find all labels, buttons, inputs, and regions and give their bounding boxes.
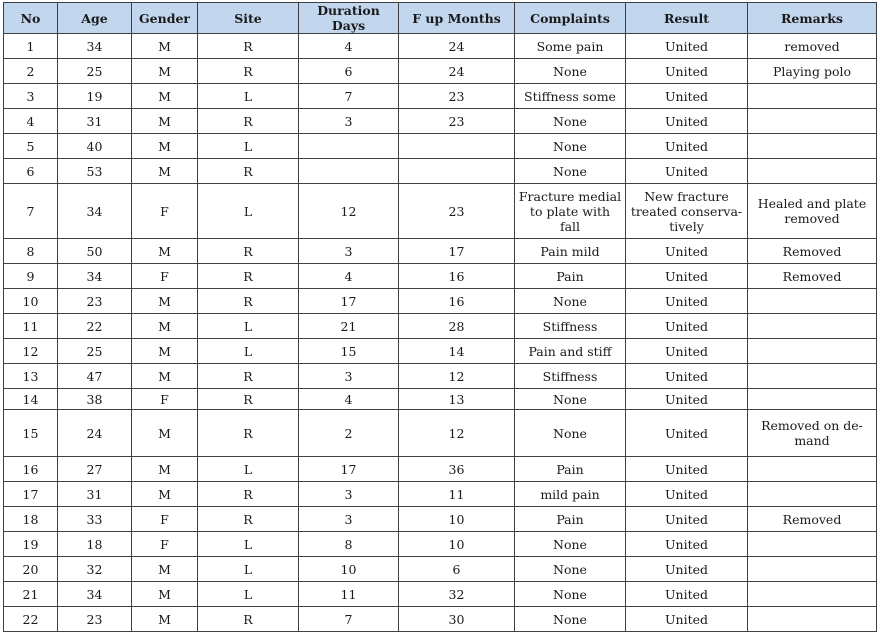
cell-age: 23: [58, 289, 132, 314]
cell-no: 18: [4, 507, 58, 532]
cell-duration-days: 11: [299, 582, 399, 607]
cell-f-up-months: 13: [399, 389, 515, 410]
cell-no: 10: [4, 289, 58, 314]
cell-gender: M: [132, 482, 198, 507]
cell-duration-days: 12: [299, 184, 399, 239]
cell-result: United: [626, 339, 748, 364]
cell-result: United: [626, 457, 748, 482]
cell-remarks: removed: [748, 34, 877, 59]
table-container: [3, 2, 877, 632]
cell-no: 1: [4, 34, 58, 59]
header-gender: Gender: [132, 3, 198, 34]
cell-no: 11: [4, 314, 58, 339]
cell-result: United: [626, 582, 748, 607]
cell-remarks: [748, 389, 877, 410]
cell-remarks: [748, 134, 877, 159]
cell-no: 5: [4, 134, 58, 159]
cell-age: 31: [58, 109, 132, 134]
table-row: [4, 557, 877, 582]
cell-complaints: None: [515, 607, 626, 632]
cell-no: 9: [4, 264, 58, 289]
cell-result: United: [626, 84, 748, 109]
cell-duration-days: 21: [299, 314, 399, 339]
cell-f-up-months: [399, 134, 515, 159]
cell-gender: M: [132, 557, 198, 582]
cell-site: R: [198, 34, 299, 59]
cell-result: United: [626, 410, 748, 457]
cell-duration-days: [299, 134, 399, 159]
cell-age: 34: [58, 184, 132, 239]
cell-age: 23: [58, 607, 132, 632]
table-row: [4, 507, 877, 532]
cell-remarks: Removed: [748, 239, 877, 264]
cell-complaints: Pain: [515, 264, 626, 289]
cell-gender: M: [132, 582, 198, 607]
cell-age: 25: [58, 339, 132, 364]
table-row: [4, 239, 877, 264]
header-row: [4, 3, 877, 34]
cell-f-up-months: 23: [399, 84, 515, 109]
cell-no: 21: [4, 582, 58, 607]
cell-f-up-months: 12: [399, 410, 515, 457]
cell-f-up-months: 28: [399, 314, 515, 339]
cell-result: United: [626, 364, 748, 389]
cell-remarks: [748, 289, 877, 314]
cell-site: R: [198, 364, 299, 389]
cell-site: R: [198, 607, 299, 632]
cell-age: 53: [58, 159, 132, 184]
cell-result: United: [626, 607, 748, 632]
cell-f-up-months: 23: [399, 109, 515, 134]
cell-result: United: [626, 264, 748, 289]
cell-f-up-months: [399, 159, 515, 184]
cell-gender: M: [132, 34, 198, 59]
cell-duration-days: 4: [299, 34, 399, 59]
table-row: [4, 184, 877, 239]
cell-no: 3: [4, 84, 58, 109]
cell-site: L: [198, 134, 299, 159]
cell-f-up-months: 30: [399, 607, 515, 632]
header-duration-days: Duration Days: [299, 3, 399, 34]
cell-gender: M: [132, 134, 198, 159]
cell-complaints: None: [515, 532, 626, 557]
cell-remarks: [748, 557, 877, 582]
cell-complaints: Some pain: [515, 34, 626, 59]
table-row: [4, 289, 877, 314]
table-row: [4, 410, 877, 457]
cell-gender: M: [132, 239, 198, 264]
header-no: No: [4, 3, 58, 34]
cell-remarks: [748, 109, 877, 134]
header-result: Result: [626, 3, 748, 34]
cell-site: R: [198, 109, 299, 134]
cell-age: 50: [58, 239, 132, 264]
cell-site: R: [198, 59, 299, 84]
cell-complaints: None: [515, 134, 626, 159]
cell-duration-days: 4: [299, 389, 399, 410]
cell-site: L: [198, 314, 299, 339]
cell-gender: M: [132, 364, 198, 389]
cell-complaints: None: [515, 557, 626, 582]
cell-gender: M: [132, 289, 198, 314]
cell-gender: M: [132, 607, 198, 632]
cell-age: 22: [58, 314, 132, 339]
cell-result: United: [626, 34, 748, 59]
cell-no: 12: [4, 339, 58, 364]
cell-result: United: [626, 109, 748, 134]
cell-duration-days: 3: [299, 482, 399, 507]
cell-duration-days: [299, 159, 399, 184]
cell-duration-days: 17: [299, 457, 399, 482]
cell-remarks: Removed: [748, 507, 877, 532]
cell-remarks: [748, 84, 877, 109]
cell-age: 32: [58, 557, 132, 582]
table-row: [4, 264, 877, 289]
cell-age: 19: [58, 84, 132, 109]
cell-remarks: [748, 457, 877, 482]
table-row: [4, 389, 877, 410]
cell-result: United: [626, 482, 748, 507]
cell-f-up-months: 6: [399, 557, 515, 582]
cell-duration-days: 8: [299, 532, 399, 557]
cell-duration-days: 3: [299, 239, 399, 264]
cell-site: L: [198, 184, 299, 239]
cell-gender: F: [132, 507, 198, 532]
table-row: [4, 339, 877, 364]
cell-result: United: [626, 532, 748, 557]
cell-f-up-months: 14: [399, 339, 515, 364]
cell-age: 25: [58, 59, 132, 84]
cell-gender: F: [132, 532, 198, 557]
cell-f-up-months: 16: [399, 264, 515, 289]
cell-complaints: None: [515, 389, 626, 410]
cell-duration-days: 3: [299, 109, 399, 134]
cell-age: 27: [58, 457, 132, 482]
cell-remarks: Removed on de-mand: [748, 410, 877, 457]
cell-duration-days: 10: [299, 557, 399, 582]
table-body: [4, 34, 877, 632]
cell-gender: F: [132, 264, 198, 289]
cell-complaints: Pain mild: [515, 239, 626, 264]
cell-complaints: None: [515, 582, 626, 607]
cell-duration-days: 6: [299, 59, 399, 84]
cell-remarks: [748, 532, 877, 557]
cell-remarks: Playing polo: [748, 59, 877, 84]
cell-f-up-months: 24: [399, 34, 515, 59]
table-row: [4, 34, 877, 59]
cell-no: 8: [4, 239, 58, 264]
cell-result: United: [626, 289, 748, 314]
table-row: [4, 532, 877, 557]
cell-remarks: [748, 482, 877, 507]
table-row: [4, 159, 877, 184]
cell-site: R: [198, 289, 299, 314]
cell-duration-days: 7: [299, 607, 399, 632]
cell-complaints: Fracture medial to plate with fall: [515, 184, 626, 239]
table-row: [4, 84, 877, 109]
header-age: Age: [58, 3, 132, 34]
cell-f-up-months: 17: [399, 239, 515, 264]
cell-no: 17: [4, 482, 58, 507]
cell-remarks: [748, 159, 877, 184]
cell-duration-days: 17: [299, 289, 399, 314]
cell-age: 47: [58, 364, 132, 389]
cell-result: New fracture treated conserva-tively: [626, 184, 748, 239]
cell-complaints: None: [515, 109, 626, 134]
cell-gender: M: [132, 159, 198, 184]
cell-site: L: [198, 339, 299, 364]
cell-complaints: mild pain: [515, 482, 626, 507]
cell-no: 2: [4, 59, 58, 84]
cell-duration-days: 3: [299, 507, 399, 532]
cell-result: United: [626, 314, 748, 339]
cell-duration-days: 4: [299, 264, 399, 289]
cell-result: United: [626, 134, 748, 159]
cell-remarks: [748, 582, 877, 607]
cell-gender: M: [132, 84, 198, 109]
cell-age: 31: [58, 482, 132, 507]
cell-complaints: Pain: [515, 507, 626, 532]
cell-site: R: [198, 507, 299, 532]
cell-f-up-months: 24: [399, 59, 515, 84]
cell-no: 19: [4, 532, 58, 557]
cell-gender: M: [132, 410, 198, 457]
cell-f-up-months: 10: [399, 507, 515, 532]
cell-complaints: None: [515, 410, 626, 457]
cell-remarks: [748, 364, 877, 389]
cell-result: United: [626, 59, 748, 84]
cell-age: 33: [58, 507, 132, 532]
cell-site: L: [198, 84, 299, 109]
cell-remarks: [748, 314, 877, 339]
cell-no: 7: [4, 184, 58, 239]
cell-no: 14: [4, 389, 58, 410]
cell-complaints: None: [515, 59, 626, 84]
cell-f-up-months: 23: [399, 184, 515, 239]
cell-f-up-months: 32: [399, 582, 515, 607]
table-row: [4, 482, 877, 507]
cell-site: L: [198, 532, 299, 557]
cell-gender: M: [132, 59, 198, 84]
cell-gender: M: [132, 109, 198, 134]
header-remarks: Remarks: [748, 3, 877, 34]
cell-no: 16: [4, 457, 58, 482]
cell-f-up-months: 16: [399, 289, 515, 314]
cell-complaints: None: [515, 289, 626, 314]
cell-gender: M: [132, 339, 198, 364]
header-f-up-months: F up Months: [399, 3, 515, 34]
cell-no: 15: [4, 410, 58, 457]
cell-result: United: [626, 239, 748, 264]
cell-site: L: [198, 582, 299, 607]
cell-duration-days: 7: [299, 84, 399, 109]
cell-complaints: Stiffness some: [515, 84, 626, 109]
cell-site: R: [198, 239, 299, 264]
cell-age: 24: [58, 410, 132, 457]
cell-site: R: [198, 482, 299, 507]
cell-site: R: [198, 410, 299, 457]
cell-no: 13: [4, 364, 58, 389]
cell-site: L: [198, 457, 299, 482]
cell-age: 34: [58, 264, 132, 289]
table-row: [4, 314, 877, 339]
cell-result: United: [626, 159, 748, 184]
cell-gender: M: [132, 457, 198, 482]
table-row: [4, 364, 877, 389]
cell-age: 40: [58, 134, 132, 159]
table-row: [4, 59, 877, 84]
cell-duration-days: 2: [299, 410, 399, 457]
cell-site: L: [198, 557, 299, 582]
cell-no: 6: [4, 159, 58, 184]
cell-no: 4: [4, 109, 58, 134]
cell-result: United: [626, 507, 748, 532]
cell-gender: F: [132, 389, 198, 410]
cell-remarks: Healed and plate removed: [748, 184, 877, 239]
cell-complaints: Pain and stiff: [515, 339, 626, 364]
cell-site: R: [198, 389, 299, 410]
cell-remarks: [748, 607, 877, 632]
table-row: [4, 582, 877, 607]
cell-no: 20: [4, 557, 58, 582]
header-complaints: Complaints: [515, 3, 626, 34]
cell-f-up-months: 10: [399, 532, 515, 557]
cell-site: R: [198, 159, 299, 184]
table-row: [4, 607, 877, 632]
patient-results-table: [3, 2, 877, 632]
cell-f-up-months: 12: [399, 364, 515, 389]
cell-age: 18: [58, 532, 132, 557]
cell-gender: M: [132, 314, 198, 339]
table-row: [4, 134, 877, 159]
cell-age: 38: [58, 389, 132, 410]
cell-age: 34: [58, 34, 132, 59]
cell-complaints: Stiffness: [515, 364, 626, 389]
cell-remarks: [748, 339, 877, 364]
header-site: Site: [198, 3, 299, 34]
cell-remarks: Removed: [748, 264, 877, 289]
cell-duration-days: 3: [299, 364, 399, 389]
cell-gender: F: [132, 184, 198, 239]
cell-f-up-months: 11: [399, 482, 515, 507]
cell-result: United: [626, 389, 748, 410]
cell-duration-days: 15: [299, 339, 399, 364]
cell-site: R: [198, 264, 299, 289]
cell-complaints: Pain: [515, 457, 626, 482]
cell-complaints: Stiffness: [515, 314, 626, 339]
cell-complaints: None: [515, 159, 626, 184]
table-row: [4, 109, 877, 134]
cell-f-up-months: 36: [399, 457, 515, 482]
cell-result: United: [626, 557, 748, 582]
cell-no: 22: [4, 607, 58, 632]
table-row: [4, 457, 877, 482]
cell-age: 34: [58, 582, 132, 607]
